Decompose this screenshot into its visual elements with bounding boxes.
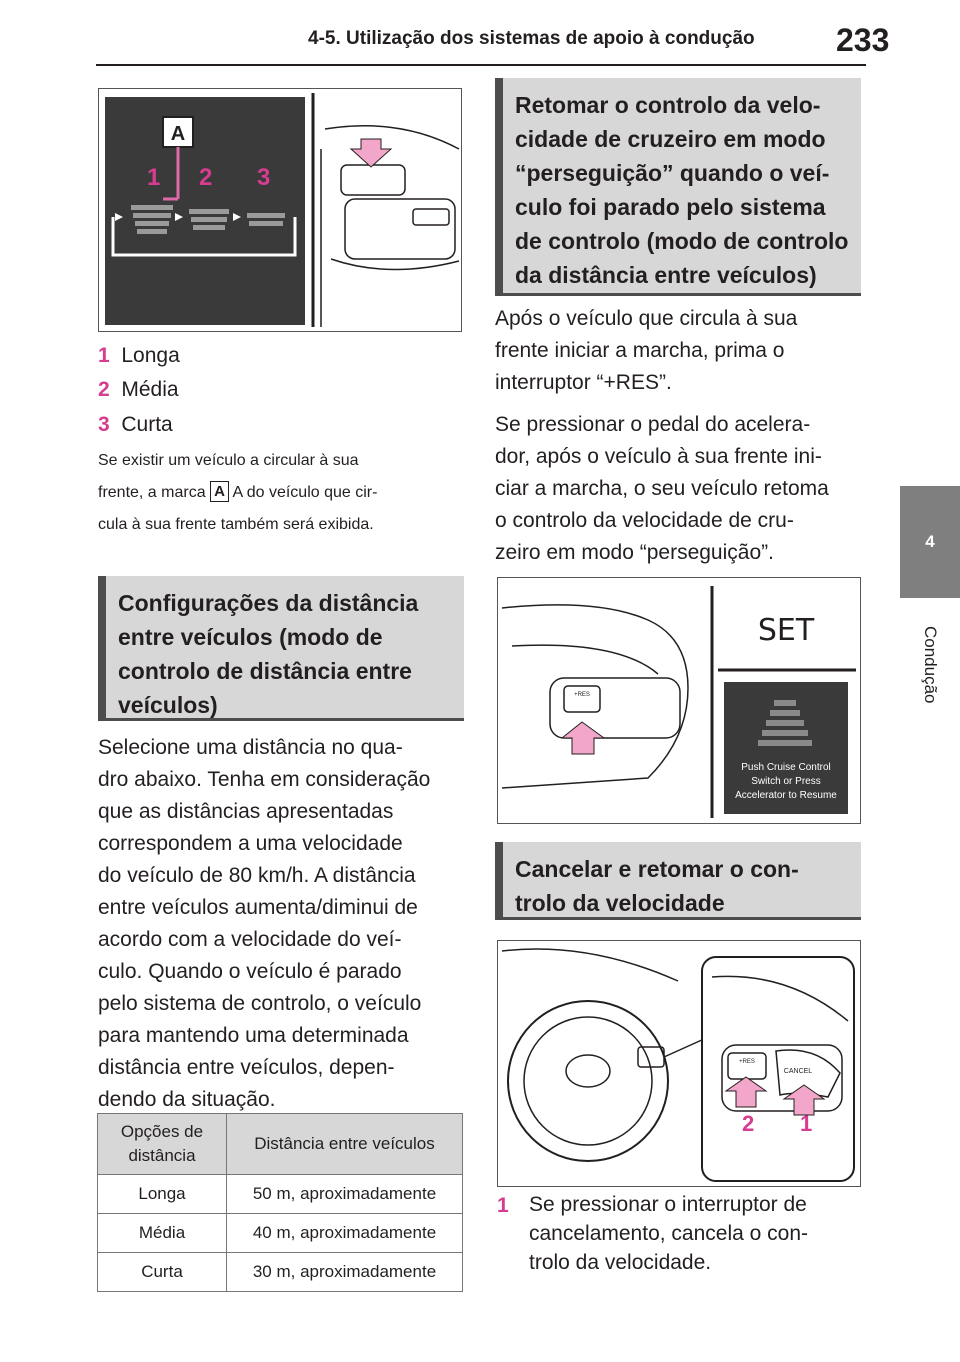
resume-body: Após o veículo que circula à sua frente iniciar a marcha, prima o interruptor “+RES”. Se pressionar o pedal do acelera- dor, após o veículo à sua frente ini- ciar a marcha, o seu veículo retoma o controlo da velocidade de cru- zeiro em modo “perseguição”. (495, 307, 829, 564)
steering-wheel (508, 1001, 668, 1161)
marker-a-label: A (170, 123, 186, 145)
set-label: SET (757, 613, 815, 648)
table-row: Média 40 m, aproximadamente (98, 1214, 463, 1253)
distance-body: Selecione uma distância no qua- dro abaixo. Tenha em consideração que as distâncias apresentadas correspondem a uma velocidade do veículo de 80 km/h. A distância entre veículos aumenta/diminui de acordo com a velocidade do veí- culo. Quando o veículo é parado pelo sistema de controlo, o veículo para mantendo uma determinada distância entre veículos, depen- dendo da situação. (98, 736, 431, 1111)
distance-number-2: 2 (199, 164, 213, 191)
display-line-2: Switch or Press (751, 776, 821, 787)
section-heading-resume: Retomar o controlo da velo- cidade de cruzeiro em modo “perseguição” quando o veí- culo foi parado pelo sistema de controlo (modo de controlo da distância entre veículos) (495, 78, 861, 296)
legend-number: 1 (497, 1194, 509, 1217)
legend-number: 1 (98, 344, 110, 367)
distance-switch (341, 165, 405, 195)
display-line-1: Push Cruise Control (741, 762, 831, 773)
switch-number-1: 1 (800, 1111, 813, 1136)
display-line-3: Accelerator to Resume (735, 790, 837, 801)
resume-illustration (498, 578, 860, 823)
cancel-label: CANCEL (783, 1068, 813, 1075)
table-header: Distância entre veículos (227, 1114, 463, 1175)
legend-label: Média (121, 378, 179, 401)
chapter-name: Condução (921, 626, 940, 704)
legend-number: 3 (98, 413, 110, 436)
table-row: Curta 30 m, aproximadamente (98, 1253, 463, 1292)
res-switch-label: +RES (739, 1059, 755, 1065)
marker-a-inline: A (210, 481, 229, 502)
section-heading-cancel: Cancelar e retomar o con- trolo da velocidade (495, 842, 861, 920)
cancel-illustration (498, 941, 860, 1186)
section-heading-distance: Configurações da distância entre veículos (modo de controlo de distância entre veículos) (98, 576, 464, 721)
legend-item-1 (98, 338, 180, 374)
resume-figure (497, 577, 861, 824)
chapter-number: 4 (925, 532, 935, 551)
header-rule (96, 64, 866, 66)
header-title: 4-5. Utilização dos sistemas de apoio à condução (308, 28, 755, 49)
cancel-figure (497, 940, 861, 1187)
legend-number: 2 (98, 378, 110, 401)
legend-item-2 (98, 372, 179, 408)
press-arrow (351, 139, 391, 167)
res-switch (564, 686, 600, 712)
cancel-legend (497, 1190, 867, 1277)
chapter-label (900, 610, 960, 720)
legend-label: Curta (121, 413, 173, 436)
legend-text: Se pressionar o interruptor de cancelamento, cancela o con- trolo da velocidade. (529, 1193, 808, 1274)
distance-illustration (99, 89, 461, 331)
legend-item-3 (98, 407, 173, 443)
res-switch-label: +RES (574, 692, 590, 698)
switch-number-2: 2 (742, 1111, 755, 1136)
chapter-tab[interactable] (900, 486, 960, 598)
press-arrow (562, 722, 604, 754)
distance-number-1: 1 (147, 164, 161, 191)
distance-figure (98, 88, 462, 332)
distance-number-3: 3 (257, 164, 271, 191)
note: Se existir um veículo a circular à sua frente, a marca A A do veículo que cir- cula à sua frente também será exibida. (98, 452, 378, 533)
legend-label: Longa (121, 344, 180, 367)
page-number: 233 (836, 22, 890, 58)
table-header: Opções de distância (98, 1114, 227, 1175)
res-switch (728, 1053, 766, 1079)
table-row: Longa 50 m, aproximadamente (98, 1175, 463, 1214)
distance-table (97, 1113, 463, 1292)
